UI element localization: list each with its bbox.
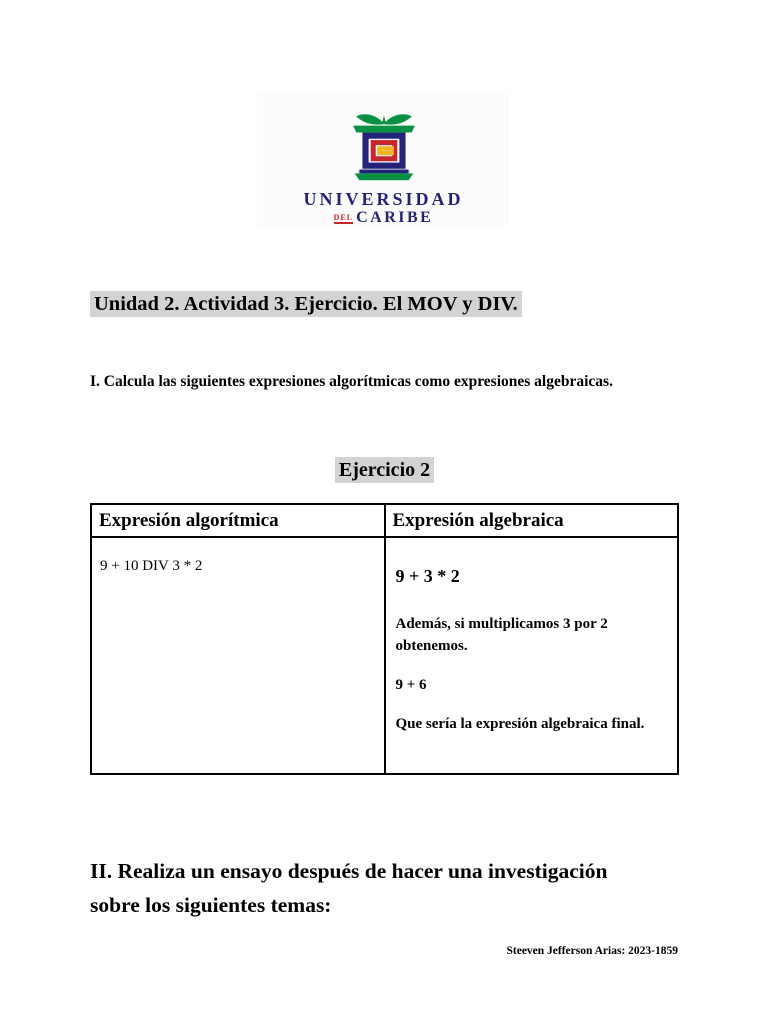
algebraic-step-expression: 9 + 3 * 2 bbox=[395, 566, 460, 586]
exercise-table bbox=[90, 503, 679, 775]
algebraic-step-note: Además, si multiplicamos 3 por 2 obtenemos. bbox=[395, 616, 608, 654]
document-title bbox=[90, 291, 522, 318]
cell-algebraic-expression bbox=[385, 537, 679, 774]
column-header-algebraic: Expresión algebraica bbox=[385, 504, 679, 537]
algebraic-step-final-note: Que sería la expresión algebraica final. bbox=[395, 715, 645, 732]
table-header-row bbox=[91, 504, 678, 537]
section1-heading: I. Calcula las siguientes expresiones algorítmicas como expresiones algebraicas. bbox=[90, 373, 613, 390]
exercise-heading-highlight: Ejercicio 2 bbox=[335, 457, 434, 483]
university-emblem-icon bbox=[304, 111, 464, 188]
logo-del-text: DEL bbox=[333, 213, 354, 222]
logo-caribe-text: CARIBE bbox=[356, 209, 434, 226]
logo-caribe-line bbox=[334, 210, 434, 226]
document-title-highlight: Unidad 2. Actividad 3. Ejercicio. El MOV y DIV. bbox=[90, 291, 522, 317]
algebraic-step-result: 9 + 6 bbox=[395, 676, 427, 693]
column-header-algorithmic: Expresión algorítmica bbox=[91, 504, 385, 537]
footer-author: Steeven Jefferson Arias: 2023-1859 bbox=[506, 945, 678, 957]
logo-university-text: UNIVERSIDAD bbox=[303, 189, 464, 209]
university-logo bbox=[257, 90, 510, 226]
exercise-heading bbox=[90, 459, 679, 482]
section2-heading: II. Realiza un ensayo después de hacer una investigación sobre los siguientes temas: bbox=[90, 859, 608, 918]
table-row bbox=[91, 537, 678, 774]
cell-algorithmic-expression: 9 + 10 DIV 3 * 2 bbox=[91, 537, 385, 774]
